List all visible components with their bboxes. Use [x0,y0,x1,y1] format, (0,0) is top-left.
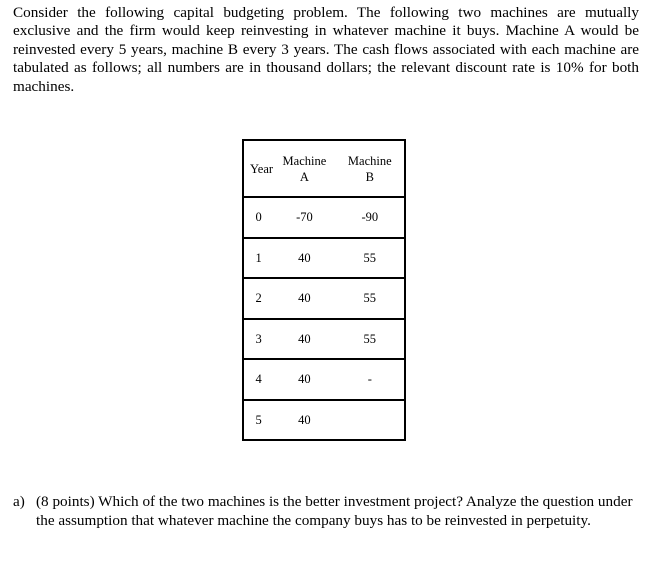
cell-machine-b: -90 [336,197,405,238]
table-row [243,238,405,279]
table-row [243,400,405,441]
cell-machine-b: 55 [336,319,405,360]
cell-year: 4 [243,359,273,400]
cell-year: 3 [243,319,273,360]
question-text: (8 points) Which of the two machines is the better investment project? Analyze the question under the assumption that whatever machine the company buys has to be reinvested in perpetuity. [36,493,633,529]
header-machine-b-line2: B [365,169,374,184]
cell-machine-b: - [336,359,405,400]
table-row [243,359,405,400]
cell-machine-a: 40 [273,278,335,319]
cell-year: 2 [243,278,273,319]
header-machine-b [336,140,405,197]
cell-machine-b: 55 [336,278,405,319]
header-machine-a-line1: Machine [282,153,327,168]
header-machine-b-line1: Machine [347,153,392,168]
table-row [243,319,405,360]
cell-machine-b [336,400,405,441]
cell-machine-a: -70 [273,197,335,238]
table-header-row [243,140,405,197]
cell-machine-a: 40 [273,238,335,279]
cell-year: 0 [243,197,273,238]
header-machine-a [273,140,335,197]
cell-year: 5 [243,400,273,441]
table-row [243,278,405,319]
cell-machine-a: 40 [273,400,335,441]
header-year: Year [250,161,274,176]
cell-year: 1 [243,238,273,279]
cash-flow-table [242,139,406,441]
cell-machine-a: 40 [273,359,335,400]
table-row [243,197,405,238]
cell-machine-b: 55 [336,238,405,279]
cell-machine-a: 40 [273,319,335,360]
problem-intro: Consider the following capital budgeting problem. The following two machines are mutually exclusive and the firm would keep reinvesting in whatever machine it buys. Machine A would be reinvested every 5 years, machine B every 3 years. The cash flows associated with each machine are tabulated as follows; all numbers are in thousand dollars; the relevant discount rate is 10% for both machines. [13,4,639,95]
header-machine-a-line2: A [299,169,309,184]
question-a [13,493,638,530]
question-label: a) [13,493,25,510]
